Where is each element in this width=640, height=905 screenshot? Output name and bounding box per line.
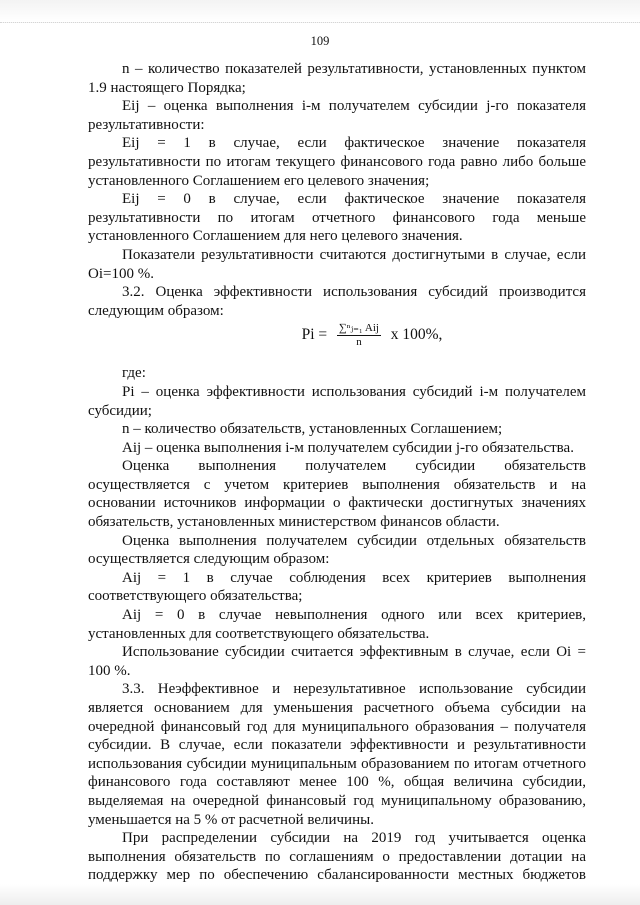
paragraph: Aij = 1 в случае соблюдения всех критериев выполнения соответствующего обязательства; xyxy=(88,569,586,605)
paragraph: Показатели результативности считаются достигнутыми в случае, если Oi=100 %. xyxy=(88,246,586,282)
paragraph: При распределении субсидии на 2019 год учитывается оценка выполнения обязательств по соглашениям о предоставлении дотации на поддержку мер по обеспечению сбалансированности местных бюджетов xyxy=(88,830,586,884)
efficiency-formula xyxy=(88,322,586,360)
paragraph: Aij – оценка выполнения i-м получателем субсидии j-го обязательства. xyxy=(122,439,574,456)
scan-bottom-edge xyxy=(0,884,640,905)
paragraph: Eij = 0 в случае, если фактическое значение показателя результативности по итогам отчетного финансового года меньше установленного Соглашением для него целевого значения. xyxy=(88,191,586,245)
paragraph: Eij = 1 в случае, если фактическое значение показателя результативности по итогам текущего финансового года равно либо больше установленного Соглашением его целевого значения; xyxy=(88,135,586,189)
formula-numerator: ∑ⁿⱼ₌₁ Aij xyxy=(338,322,379,335)
formula-fraction xyxy=(337,322,381,349)
paragraph: где: xyxy=(122,365,146,382)
section-3-3: 3.3. Неэффективное и нерезультативное использование субсидии является основанием для уменьшения расчетного объема субсидии на очередной финансовый год для муниципального образования – получателя субсидии. В случае, если показатели эффективности и результативности использования субсидии муниципальным образованием по итогам отчетного финансового года составляют менее 100 %, общая величина субсидии, выделяемая на очередной финансовый год муниципальному образованию, уменьшается на 5 % от расчетной величины. xyxy=(88,681,586,828)
document-body xyxy=(88,60,586,904)
paragraph: Eij – оценка выполнения i-м получателем субсидии j-го показателя результативности: xyxy=(88,98,586,133)
paragraph: n – количество показателей результативности, установленных пунктом 1.9 настоящего Порядка; xyxy=(88,61,586,96)
paragraph: Aij = 0 в случае невыполнения одного или всех критериев, установленных для соответствующего обязательства. xyxy=(88,607,586,642)
paragraph: Использование субсидии считается эффективным в случае, если Oi = 100 %. xyxy=(88,644,586,679)
page-number: 109 xyxy=(310,34,330,48)
formula-rhs: x 100%, xyxy=(390,326,443,344)
scan-top-edge xyxy=(0,0,640,23)
formula-lhs: Pi = xyxy=(301,326,328,344)
paragraph: Оценка выполнения получателем субсидии обязательств осуществляется с учетом критериев выполнения обязательств и на основании источников информации о фактически достигнутых значениях обязательств, установленных министерством финансов области. xyxy=(88,458,586,531)
paragraph: n – количество обязательств, установленных Соглашением; xyxy=(122,421,503,438)
paragraph: Pi – оценка эффективности использования субсидий i-м получателем субсидии; xyxy=(88,383,586,419)
section-3-2: 3.2. Оценка эффективности использования субсидий производится следующим образом: xyxy=(88,284,586,319)
paragraph: Оценка выполнения получателем субсидии отдельных обязательств осуществляется следующим образом: xyxy=(88,532,586,568)
formula-denominator: n xyxy=(356,336,362,349)
